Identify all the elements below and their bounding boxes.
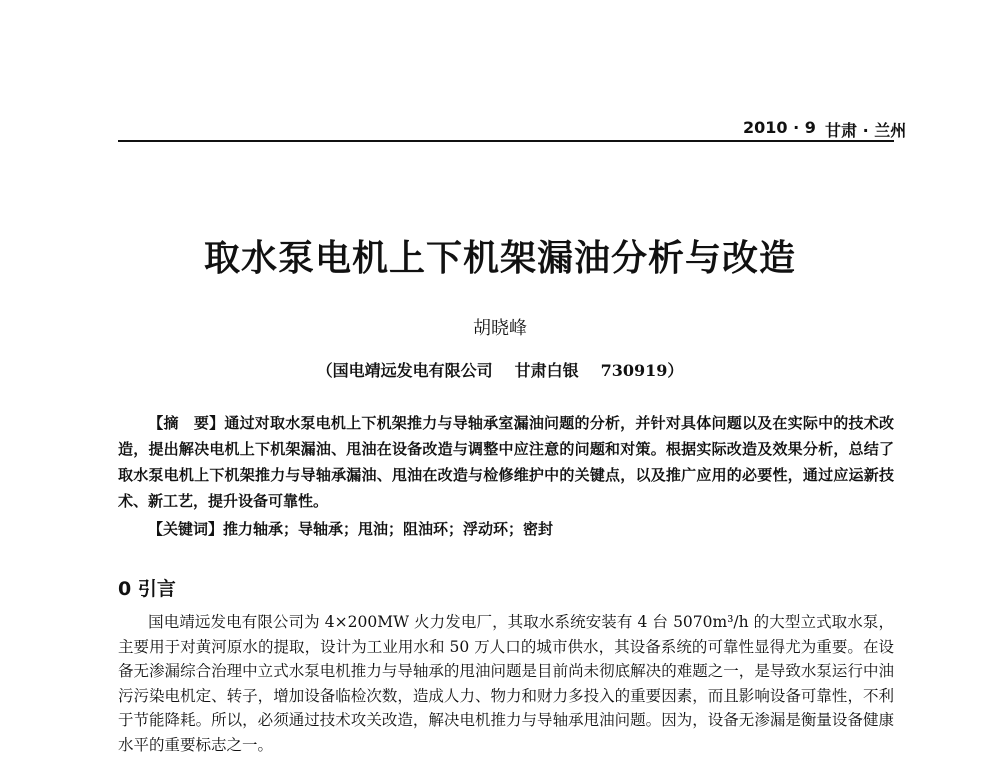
affiliation-org: 国电靖远发电有限公司 bbox=[332, 361, 493, 380]
author-name: 胡晓峰 bbox=[473, 318, 527, 339]
abstract-text: 通过对取水泵电机上下机架推力与导轴承室漏油问题的分析，并针对具体问题以及在实际中的技术改造，提出解决电机上下机架漏油、甩油在设备改造与调整中应注意的问题和对策。根据实际改造及效果分析，总结了取水泵电机上下机架推力与导轴承漏油、甩油在改造与检修维护中的关键点，以及推广应用的必要性，通过应运新技术、新工艺，提升设备可靠性。 bbox=[118, 414, 894, 510]
affiliation-open-paren: （ bbox=[316, 361, 333, 380]
abstract-label: 【摘 要】 bbox=[148, 414, 225, 432]
section-heading bbox=[118, 574, 176, 601]
keywords bbox=[118, 516, 894, 542]
keywords-label: 【关键词】 bbox=[148, 520, 224, 538]
affiliation-location: 甘肃白银 bbox=[514, 361, 579, 380]
affiliation-postcode: 730919 bbox=[600, 361, 668, 380]
header-rule bbox=[118, 140, 894, 142]
paper-title: 取水泵电机上下机架漏油分析与改造 bbox=[203, 237, 796, 279]
abstract bbox=[118, 410, 894, 514]
keywords-text: 推力轴承；导轴承；甩油；阻油环；浮动环；密封 bbox=[223, 520, 554, 538]
author-affiliation bbox=[0, 358, 1000, 381]
affiliation-close-paren: ） bbox=[667, 361, 684, 380]
header-date: 2010 · 9 bbox=[743, 118, 816, 137]
body-paragraph bbox=[118, 610, 894, 757]
body-paragraph-text: 国电靖远发电有限公司为 4×200MW 火力发电厂，其取水系统安装有 4 台 5070m³/h 的大型立式取水泵，主要用于对黄河原水的提取，设计为工业用水和 50 万人口的城市供水，其设备系统的可靠性显得尤为重要。在设备无渗漏综合治理中立式水泵电机推力与导轴承的甩油问题是目前尚未彻底解决的难题之一，是导致水泵运行中油污污染电机定、转子，增加设备临检次数，造成人力、物力和财力多投入的重要因素，而且影响设备可靠性，不利于节能降耗。所以，必须通过技术攻关改造，解决电机推力与导轴承甩油问题。因为，设备无渗漏是衡量设备健康水平的重要标志之一。 bbox=[118, 613, 894, 754]
header-place: 甘肃 · 兰州 bbox=[825, 121, 907, 140]
section-title: 引言 bbox=[137, 578, 176, 600]
section-number: 0 bbox=[118, 578, 132, 600]
